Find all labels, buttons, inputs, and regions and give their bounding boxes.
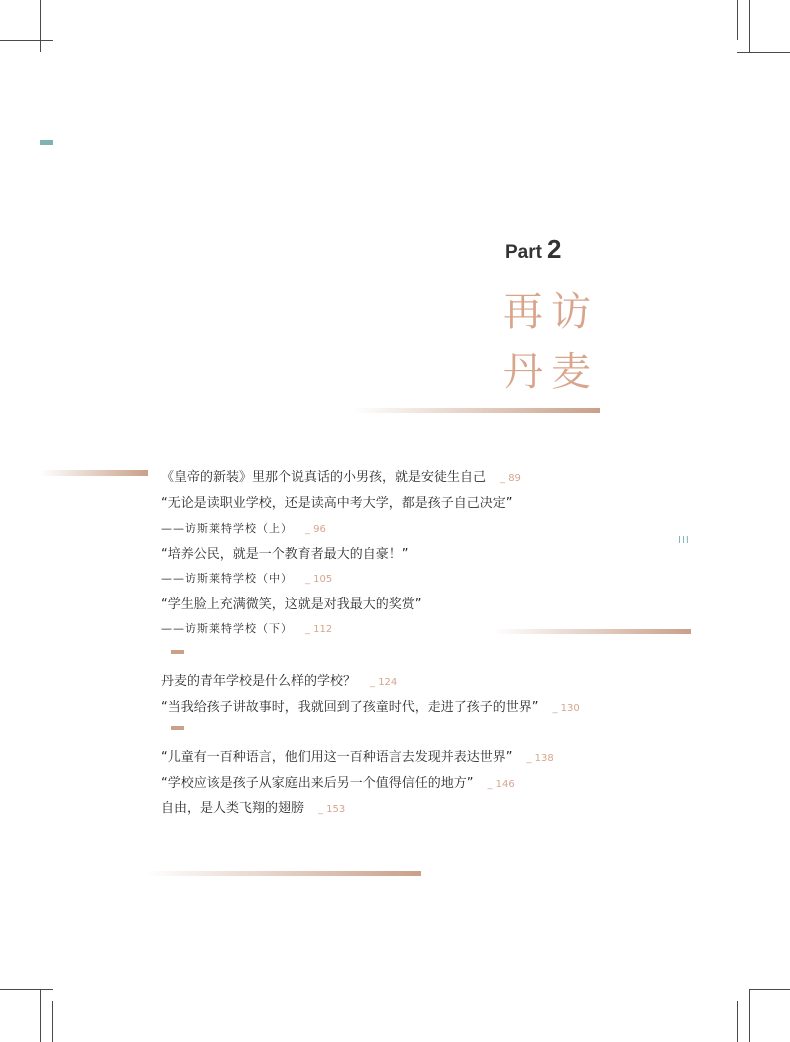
toc-entry-page: _ 138 xyxy=(526,753,554,764)
toc-entry-title: “儿童有一百种语言，他们用这一百种语言去发现并表达世界” xyxy=(161,750,513,765)
toc-entry-subtitle[interactable] xyxy=(161,520,326,536)
toc-entry-title: ——访斯莱特学校（上） xyxy=(161,522,293,535)
toc-lead-bar xyxy=(40,470,148,476)
part-label xyxy=(505,234,561,265)
toc-entry[interactable] xyxy=(161,696,580,715)
toc-entry-title: ——访斯莱特学校（中） xyxy=(161,572,293,585)
crop-mark-br-v xyxy=(749,989,750,1042)
toc-entry-page: _ 130 xyxy=(552,703,580,714)
title-underline-bar xyxy=(352,408,600,413)
toc-entry-title: “学校应该是孩子从家庭出来后另一个值得信任的地方” xyxy=(161,776,474,791)
toc-entry-page: _ 105 xyxy=(305,574,333,585)
crop-mark-tr-h xyxy=(737,52,790,53)
crop-mark-br-v2 xyxy=(737,1001,738,1042)
toc-entry-page: _ 96 xyxy=(305,524,326,535)
toc-entry-page: _ 153 xyxy=(318,804,346,815)
crop-mark-bl-v2 xyxy=(52,1001,53,1042)
crop-mark-br-h xyxy=(749,989,790,990)
part-number: 2 xyxy=(546,234,562,264)
toc-entry[interactable] xyxy=(161,746,554,765)
toc-entry[interactable] xyxy=(161,492,512,511)
part-title-line1: 再访 xyxy=(503,289,599,335)
part-word: Part xyxy=(505,242,542,263)
toc-entry-title: 《皇帝的新装》里那个说真话的小男孩，就是安徒生自己 xyxy=(161,470,487,485)
toc-entry[interactable] xyxy=(161,466,521,485)
toc-entry-page: _ 146 xyxy=(487,779,515,790)
bottom-accent-bar xyxy=(145,871,421,876)
crop-mark-bl-h xyxy=(0,989,53,990)
crop-mark-tl-v xyxy=(40,0,41,52)
teal-marker xyxy=(40,140,53,145)
section-dash xyxy=(171,650,184,654)
toc-entry-title: “无论是读职业学校，还是读高中考大学，都是孩子自己决定” xyxy=(161,496,513,511)
toc-entry-title: ——访斯莱特学校（下） xyxy=(161,622,293,635)
toc-entry-page: _ 112 xyxy=(305,624,333,635)
section-dash xyxy=(171,726,184,730)
crop-mark-tl-h xyxy=(0,40,53,41)
toc-entry[interactable] xyxy=(161,670,397,689)
toc-entry-subtitle[interactable] xyxy=(161,570,332,586)
toc-entry-subtitle[interactable] xyxy=(161,620,332,636)
crop-mark-tr-v xyxy=(737,0,738,40)
toc-entry[interactable] xyxy=(161,543,408,562)
right-accent-bar xyxy=(493,629,691,634)
toc-entry-page: _ 124 xyxy=(370,677,398,688)
toc-entry[interactable] xyxy=(161,593,421,612)
crop-mark-bl-v xyxy=(40,989,41,1042)
crop-mark-tr-v2 xyxy=(749,0,750,52)
toc-entry-title: “培养公民，就是一个教育者最大的自豪！” xyxy=(161,547,409,562)
page-folio: III xyxy=(678,535,690,546)
toc-entry-title: 自由，是人类飞翔的翅膀 xyxy=(161,801,305,816)
part-title-line2: 丹麦 xyxy=(503,349,599,395)
toc-entry-title: “当我给孩子讲故事时，我就回到了孩童时代，走进了孩子的世界” xyxy=(161,700,539,715)
toc-entry-page: _ 89 xyxy=(500,473,521,484)
toc-entry[interactable] xyxy=(161,772,515,791)
toc-entry-title: “学生脸上充满微笑，这就是对我最大的奖赏” xyxy=(161,597,422,612)
toc-entry[interactable] xyxy=(161,797,345,816)
toc-entry-title: 丹麦的青年学校是什么样的学校？ xyxy=(161,674,357,689)
